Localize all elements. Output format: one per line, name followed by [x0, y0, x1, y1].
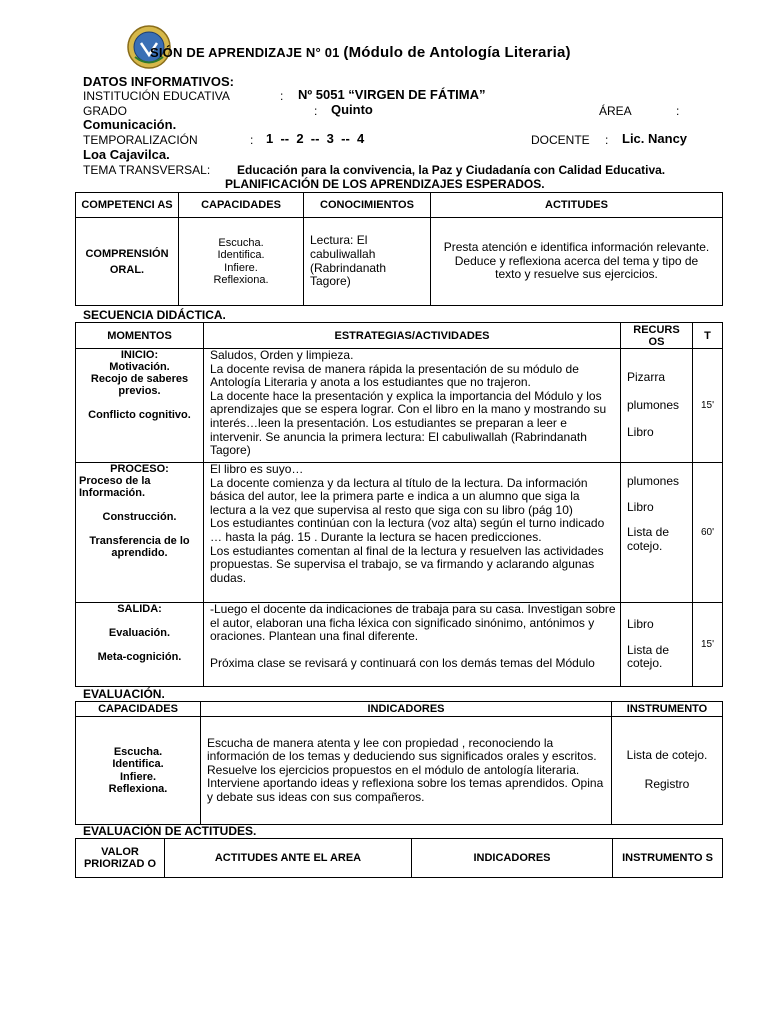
colon: : [280, 89, 284, 103]
instrumento-item: Registro [644, 777, 690, 791]
docente-value-cont: Loa Cajavilca. [83, 147, 170, 162]
recurso-item: Lista de cotejo. [627, 525, 670, 553]
recurso-item: plumones [627, 397, 680, 412]
evaluacion-capacidades-cell [76, 717, 201, 825]
estrategia-text: -Luego el docente da indicaciones de trabaja para su casa. Investigan sobre el autor, elaboran una ficha léxica con significado sinónimo, antónimos y oraciones. Plantean una final diferente. [210, 602, 616, 644]
evaluacion-indicadores-cell [201, 717, 612, 825]
temporalizacion-label: TEMPORALIZACIÓN [83, 133, 198, 147]
institucion-value: Nº 5051 “VIRGEN DE FÁTIMA” [298, 87, 486, 102]
competencia-cell: COMPRENSIÓN ORAL. [76, 218, 179, 306]
session-title: SIÓN DE APRENDIZAJE N° 01 [150, 45, 340, 60]
col-header-indicadores: INDICADORES [201, 702, 612, 717]
actitudes-cell: Presta atención e identifica información relevante. Deduce y reflexiona acerca del tema y tipo de texto y resuelve sus ejercicios. [431, 218, 723, 306]
indicador-text: Interviene aportando ideas y reflexiona sobre los temas aprendidos. Opina y debate sus ideas con sus compañeros. [207, 776, 604, 804]
estrategia-text: La docente hace la presentación y explica la importancia del Módulo y los aprendizajes que se espera lograr. Con el libro en la mano y mostrando su interés…leen la presentación. Los estudiantes se preparan a leer e intervenir. Se anuncia la primera lectura: El cabuliwallah (Rabrindanath Tagore) [210, 388, 607, 458]
recursos-salida [621, 603, 693, 687]
area-value: Comunicación. [83, 117, 177, 132]
colon: : [676, 104, 680, 118]
momento-item: Motivación. [109, 361, 170, 373]
estrategia-text: La docente comienza y da lectura al título de la lectura. Da información básica del autor, lee la primera parte e indica a un alumno que siga la lectura a la vez que supervisa al resto que siga con su libro (pág 10) [210, 475, 588, 517]
recurso-item: Libro [627, 499, 654, 514]
document-title [150, 44, 571, 61]
capacidad-item: Infiere. [224, 261, 258, 274]
recurso-item: Pizarra [627, 370, 666, 385]
estrategia-text: El libro es suyo… [210, 462, 304, 476]
temporalizacion-value: 1 -- 2 -- 3 -- 4 [266, 131, 365, 146]
conocimientos-cell: Lectura: El cabuliwallah (Rabrindanath Tagore) [304, 218, 431, 306]
col-header-valor: VALOR PRIORIZAD O [76, 839, 165, 878]
actitudes-table [75, 838, 723, 878]
tiempo-salida: 15' [693, 603, 723, 687]
momento-salida [76, 603, 204, 687]
momento-item: Conflicto cognitivo. [88, 409, 191, 421]
col-header-estrategias: ESTRATEGIAS/ACTIVIDADES [204, 323, 621, 349]
estrategia-text: Próxima clase se revisará y continuará con los demás temas del Módulo [210, 655, 595, 670]
capacidad-item: Reflexiona. [108, 783, 168, 795]
momento-item: Recojo de saberes previos. [90, 373, 189, 397]
momento-item: Evaluación. [108, 627, 171, 639]
recurso-item: Libro [627, 425, 654, 440]
indicador-text: Escucha de manera atenta y lee con propiedad , reconociendo la información de los temas y deduciendo sus significados orales y escritos. Resuelve los ejercicios propuestos en el módulo de antología literaria. [207, 735, 597, 777]
colon: : [605, 133, 609, 147]
capacidad-item: Identifica. [217, 249, 265, 261]
estrategias-salida [204, 603, 621, 687]
recurso-item: Lista de cotejo. [627, 642, 670, 671]
area-label: ÁREA [599, 104, 632, 118]
docente-value: Lic. Nancy [622, 131, 688, 146]
momento-title: PROCESO: [110, 463, 169, 475]
col-header-momentos: MOMENTOS [76, 323, 204, 349]
momento-item: Proceso de la Información. [79, 475, 151, 499]
colon: : [250, 133, 254, 147]
recursos-inicio [621, 349, 693, 463]
momento-proceso [76, 463, 204, 603]
recurso-item: plumones [627, 474, 680, 488]
col-header-instrumentos: INSTRUMENTO S [613, 839, 723, 878]
col-header-conocimientos: CONOCIMIENTOS [304, 193, 431, 218]
momento-item: Meta-cognición. [97, 651, 182, 663]
capacidad-item: Escucha. [218, 236, 264, 249]
col-header-capacidades: CAPACIDADES [179, 193, 304, 218]
datos-heading: DATOS INFORMATIVOS: [83, 74, 234, 89]
recurso-item: Libro [627, 617, 654, 632]
table-row [76, 603, 723, 687]
planificacion-heading: PLANIFICACIÓN DE LOS APRENDIZAJES ESPERADOS. [225, 177, 545, 191]
estrategias-proceso [204, 463, 621, 603]
recursos-proceso [621, 463, 693, 603]
momento-item: Transferencia de lo aprendido. [89, 535, 190, 559]
tema-label: TEMA TRANSVERSAL: [83, 163, 211, 177]
capacidad-item: Reflexiona. [213, 274, 269, 286]
col-header-indicadores: INDICADORES [412, 839, 613, 878]
col-header-recursos: RECURS OS [621, 323, 693, 349]
evaluacion-table [75, 701, 723, 825]
momento-inicio [76, 349, 204, 463]
col-header-tiempo: T [693, 323, 723, 349]
momento-title: INICIO: [120, 349, 159, 361]
col-header-actitudes: ACTITUDES ANTE EL AREA [165, 839, 412, 878]
tiempo-inicio: 15' [693, 349, 723, 463]
table-row [76, 463, 723, 603]
col-header-capacidades: CAPACIDADES [76, 702, 201, 717]
estrategias-inicio [204, 349, 621, 463]
capacidad-item: Infiere. [119, 770, 157, 783]
estrategia-text: Los estudiantes continúan con la lectura (voz alta) según el turno indicado … hasta la pág. 15 . Durante la lectura se hacen predicciones. [210, 516, 605, 544]
col-header-actitudes: ACTITUDES [431, 193, 723, 218]
momento-item: Construcción. [102, 511, 177, 523]
evaluacion-heading: EVALUACIÓN. [83, 687, 165, 701]
capacidad-item: Escucha. [113, 745, 163, 758]
module-subtitle: (Módulo de Antología Literaria) [343, 44, 571, 61]
evaluacion-instrumento-cell [612, 717, 723, 825]
momento-title: SALIDA: [117, 603, 162, 615]
colon: : [314, 104, 318, 118]
instrumento-item: Lista de cotejo. [626, 748, 708, 763]
capacidades-cell [179, 218, 304, 306]
estrategia-text: Los estudiantes comentan al final de la lectura y resuelven las actividades propuestas. Se supervisa el trabajo, se va firmando y aclarando algunas dudas. [210, 543, 604, 585]
institucion-label: INSTITUCIÓN EDUCATIVA [83, 89, 230, 103]
col-header-instrumento: INSTRUMENTO [612, 702, 723, 717]
grado-value: Quinto [331, 102, 373, 117]
secuencia-heading: SECUENCIA DIDÁCTICA. [83, 308, 226, 322]
tema-value: Educación para la convivencia, la Paz y Ciudadanía con Calidad Educativa. [237, 163, 666, 177]
docente-label: DOCENTE [531, 133, 590, 147]
estrategia-text: Saludos, Orden y limpieza. [210, 348, 354, 362]
estrategia-text: La docente revisa de manera rápida la presentación de su módulo de Antología Literaria y anota a los estudiantes que no trajeron. [210, 361, 579, 390]
planificacion-table [75, 192, 723, 306]
tiempo-proceso: 60' [693, 463, 723, 603]
capacidad-item: Identifica. [112, 758, 164, 770]
secuencia-table [75, 322, 723, 687]
col-header-competencias: COMPETENCI AS [76, 193, 179, 218]
grado-label: GRADO [83, 104, 128, 118]
actitudes-heading: EVALUACIÓN DE ACTITUDES. [83, 824, 257, 838]
table-row [76, 349, 723, 463]
